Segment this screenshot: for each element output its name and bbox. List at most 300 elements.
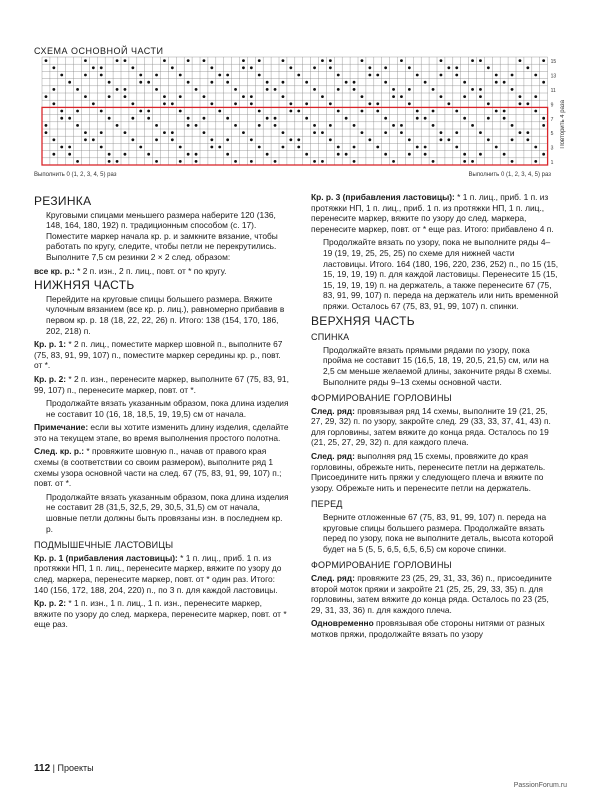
chart-purl-dot <box>519 59 522 62</box>
chart-purl-dot <box>203 131 206 134</box>
chart-purl-dot <box>511 124 514 127</box>
chart-purl-dot <box>297 110 300 113</box>
chart-purl-dot <box>250 95 253 98</box>
chart-purl-dot <box>542 81 545 84</box>
chart-purl-dot <box>455 74 458 77</box>
chart-purl-dot <box>210 146 213 149</box>
chart-purl-dot <box>345 81 348 84</box>
chart-purl-dot <box>171 138 174 141</box>
section-name: Проекты <box>57 763 94 773</box>
chart-purl-dot <box>155 138 158 141</box>
chart-purl-dot <box>179 95 182 98</box>
chart-purl-dot <box>282 131 285 134</box>
chart-purl-dot <box>384 153 387 156</box>
chart-purl-dot <box>147 81 150 84</box>
chart-purl-dot <box>242 59 245 62</box>
chart-purl-dot <box>392 88 395 91</box>
chart-purl-dot <box>345 117 348 120</box>
chart-purl-dot <box>203 95 206 98</box>
chart-purl-dot <box>289 138 292 141</box>
chart-purl-dot <box>84 59 87 62</box>
chart-purl-dot <box>84 74 87 77</box>
chart-purl-dot <box>313 88 316 91</box>
continue-text: Продолжайте вязать указанным образом, пока длина изделия не составит 10 (16, 18, 18,5, 19, 19,5) см от начала. <box>46 398 289 419</box>
chart-purl-dot <box>258 146 261 149</box>
chart-purl-dot <box>250 160 253 163</box>
neck2-label: След. ряд: <box>311 451 355 462</box>
chart-purl-dot <box>179 110 182 113</box>
chart-purl-dot <box>305 153 308 156</box>
chart-purl-dot <box>440 138 443 141</box>
chart-purl-dot <box>487 138 490 141</box>
chart-purl-dot <box>305 81 308 84</box>
chart-purl-dot <box>131 66 134 69</box>
chart-purl-dot <box>447 138 450 141</box>
chart-purl-dot <box>282 146 285 149</box>
lower-text: Перейдите на круговые спицы большего размера. Вяжите чулочным вязанием (все кр. р. лиц.), равномерно прибавив в первом кр. р. 18 (18, 22, 22, 26) п. Итого: 138 (154, 170, 186, 202, 218) п. <box>46 293 285 336</box>
chart-purl-dot <box>289 110 292 113</box>
chart-purl-dot <box>329 59 332 62</box>
row2-label: Кр. р. 2: <box>34 373 67 384</box>
chart-purl-dot <box>542 117 545 120</box>
chart-purl-dot <box>479 153 482 156</box>
chart-purl-dot <box>503 110 506 113</box>
chart-purl-dot <box>424 146 427 149</box>
page-footer <box>34 763 94 774</box>
chart-row-number: 5 <box>550 131 554 138</box>
rib-instruction: * 2 п. изн., 2 п. лиц., повт. от * по кругу. <box>74 265 227 276</box>
simultaneous-text: провязывая обе стороны нитями от разных мотков пряжи, продолжайте вязать по узору <box>311 618 545 639</box>
chart-purl-dot <box>242 131 245 134</box>
chart-purl-dot <box>408 138 411 141</box>
chart-purl-dot <box>52 66 55 69</box>
chart-purl-dot <box>479 131 482 134</box>
gusset1-label: Кр. р. 1 (прибавления ластовицы): <box>34 552 178 563</box>
chart-purl-dot <box>511 88 514 91</box>
chart-purl-dot <box>147 110 150 113</box>
chart-purl-dot <box>155 124 158 127</box>
chart-purl-dot <box>171 66 174 69</box>
chart-purl-dot <box>400 131 403 134</box>
chart-purl-dot <box>455 146 458 149</box>
heading-neck-back: ФОРМИРОВАНИЕ ГОРЛОВИНЫ <box>311 393 452 404</box>
chart-purl-dot <box>519 102 522 105</box>
chart-purl-dot <box>92 102 95 105</box>
chart-purl-dot <box>440 74 443 77</box>
chart-purl-dot <box>250 66 253 69</box>
chart-purl-dot <box>432 110 435 113</box>
chart-purl-dot <box>408 102 411 105</box>
chart-title: СХЕМА ОСНОВНОЙ ЧАСТИ <box>34 46 164 56</box>
gusset3-text: * 1 п. лиц., приб. 1 п. из протяжки НП, 1 п. лиц., приб. 1 п. из протяжки НП, 1 п. лиц., перенесите маркер, вяжите по узору до след. маркера, перенесите маркер, повт. от * еще раз. Итого: прибавлено 4 п. <box>311 192 554 234</box>
chart-purl-dot <box>282 81 285 84</box>
chart-purl-dot <box>432 124 435 127</box>
back-text: Продолжайте вязать прямыми рядами по узору, пока пройма не составит 15 (16,5, 18, 19, 20,5, 21,5) см, или на 2,5 см меньше желаемой длины, закончите ряды 8 схемы. Выполните ряды 9–13 схемы основной части. <box>323 344 552 387</box>
chart-purl-dot <box>131 102 134 105</box>
chart-purl-dot <box>329 66 332 69</box>
chart-purl-dot <box>337 146 340 149</box>
chart-purl-dot <box>313 131 316 134</box>
chart-purl-dot <box>305 102 308 105</box>
chart-purl-dot <box>60 117 63 120</box>
chart-purl-dot <box>171 102 174 105</box>
chart-purl-dot <box>345 153 348 156</box>
chart-purl-dot <box>384 131 387 134</box>
chart-purl-dot <box>368 74 371 77</box>
chart-purl-dot <box>108 117 111 120</box>
chart-purl-dot <box>447 102 450 105</box>
chart-purl-dot <box>534 146 537 149</box>
chart-purl-dot <box>163 59 166 62</box>
chart-purl-dot <box>45 59 48 62</box>
chart-purl-dot <box>487 102 490 105</box>
chart-purl-dot <box>274 88 277 91</box>
chart-purl-dot <box>353 160 356 163</box>
chart-purl-dot <box>195 160 198 163</box>
next-row-text: * провяжите шовную п., начав от правого края схемы (в соответствии со своим размером), выполните ряд 1 схемы узора основной части на след. 67 (75, 83, 91, 99, 107) п.; повт. от *. <box>34 446 282 489</box>
chart-purl-dot <box>195 153 198 156</box>
chart-purl-dot <box>242 66 245 69</box>
chart-purl-dot <box>361 110 364 113</box>
chart-purl-dot <box>234 88 237 91</box>
chart-purl-dot <box>76 160 79 163</box>
chart-purl-dot <box>297 138 300 141</box>
chart-purl-dot <box>124 88 127 91</box>
chart-purl-dot <box>45 95 48 98</box>
gusset1-text: * 1 п. лиц., приб. 1 п. из протяжки НП, 1 п. лиц., перенесите маркер, вяжите по узору до след. маркера, перенесите маркер, повт. от * один раз. Итого: 140 (156, 172, 188, 204, 220) п., по 3 п. для каждой ластовицы. <box>34 552 282 595</box>
chart-purl-dot <box>400 95 403 98</box>
chart-purl-dot <box>163 131 166 134</box>
chart-purl-dot <box>52 102 55 105</box>
chart-purl-dot <box>84 138 87 141</box>
chart-purl-dot <box>282 59 285 62</box>
chart-purl-dot <box>179 160 182 163</box>
chart-purl-dot <box>361 131 364 134</box>
note-label: Примечание: <box>34 422 89 433</box>
chart-purl-dot <box>337 74 340 77</box>
chart-purl-dot <box>187 153 190 156</box>
chart-purl-dot <box>471 88 474 91</box>
chart-purl-dot <box>361 59 364 62</box>
chart-purl-dot <box>447 66 450 69</box>
chart-purl-dot <box>266 88 269 91</box>
chart-purl-dot <box>124 95 127 98</box>
chart-purl-dot <box>234 124 237 127</box>
row2-text: * 2 п. изн., перенесите маркер, выполните 67 (75, 83, 91, 99, 107) п., перенесите маркер, повт. от *. <box>34 373 289 395</box>
chart-purl-dot <box>384 117 387 120</box>
chart-purl-dot <box>68 117 71 120</box>
heading-upper: ВЕРХНЯЯ ЧАСТЬ <box>311 313 415 328</box>
chart-purl-dot <box>108 95 111 98</box>
chart-purl-dot <box>416 146 419 149</box>
chart-purl-dot <box>289 102 292 105</box>
simultaneous-label: Одновременно <box>311 618 374 629</box>
chart-purl-dot <box>45 131 48 134</box>
chart-purl-dot <box>76 124 79 127</box>
continue-text-2: Продолжайте вязать указанным образом, пока длина изделия не составит 28 (31,5, 32,5, 29, 30,5, 31,5) см от начала, шовные петли должны быть провязаны изн. в последнем кр. р. <box>46 491 289 534</box>
chart-purl-dot <box>60 146 63 149</box>
chart-purl-dot <box>60 74 63 77</box>
heading-rib: РЕЗИНКА <box>34 194 92 208</box>
chart-purl-dot <box>432 88 435 91</box>
chart-purl-dot <box>368 102 371 105</box>
chart-purl-dot <box>68 153 71 156</box>
chart-purl-dot <box>116 59 119 62</box>
rib-label: все кр. р.: <box>34 265 75 276</box>
chart-purl-dot <box>408 66 411 69</box>
note-text: если вы хотите изменить длину изделия, сделайте это на текущем этапе, во время выполнения простого полотна. <box>34 422 289 443</box>
chart-purl-dot <box>503 81 506 84</box>
chart-purl-dot <box>155 160 158 163</box>
chart-purl-dot <box>92 138 95 141</box>
chart-purl-dot <box>463 117 466 120</box>
chart-purl-dot <box>282 95 285 98</box>
chart-purl-dot <box>376 102 379 105</box>
chart-purl-dot <box>60 110 63 113</box>
chart-purl-dot <box>274 160 277 163</box>
chart-purl-dot <box>432 160 435 163</box>
chart-purl-dot <box>250 138 253 141</box>
chart-purl-dot <box>92 66 95 69</box>
chart-purl-dot <box>139 74 142 77</box>
chart-purl-dot <box>139 146 142 149</box>
chart-purl-dot <box>108 81 111 84</box>
chart-purl-dot <box>147 117 150 120</box>
chart-purl-dot <box>511 138 514 141</box>
chart-row-number: 9 <box>550 102 554 109</box>
chart-purl-dot <box>124 153 127 156</box>
chart-purl-dot <box>76 88 79 91</box>
chart-purl-dot <box>84 131 87 134</box>
chart-purl-dot <box>52 153 55 156</box>
chart-purl-dot <box>163 102 166 105</box>
chart-purl-dot <box>171 131 174 134</box>
row1-label: Кр. р. 1: <box>34 339 67 350</box>
chart-purl-dot <box>353 81 356 84</box>
chart-purl-dot <box>218 110 221 113</box>
chart-purl-dot <box>542 124 545 127</box>
chart-purl-dot <box>368 138 371 141</box>
chart-purl-dot <box>234 102 237 105</box>
chart-purl-dot <box>376 74 379 77</box>
chart-purl-dot <box>297 146 300 149</box>
chart-purl-dot <box>258 110 261 113</box>
chart-purl-dot <box>471 59 474 62</box>
chart-purl-dot <box>534 74 537 77</box>
heading-lower: НИЖНЯЯ ЧАСТЬ <box>34 278 135 293</box>
chart-purl-dot <box>519 131 522 134</box>
chart-purl-dot <box>534 160 537 163</box>
gusset2-text: * 1 п. изн., 1 п. лиц., 1 п. изн., перенесите маркер, вяжите по узору до след. маркера, перенесите маркер, повт. от * еще раз. <box>34 598 287 630</box>
chart-purl-dot <box>353 88 356 91</box>
chart-row-number: 3 <box>550 145 554 152</box>
chart-purl-dot <box>84 95 87 98</box>
chart-purl-dot <box>226 81 229 84</box>
chart-row-number: 15 <box>550 59 557 66</box>
chart-purl-dot <box>440 95 443 98</box>
chart-purl-dot <box>52 138 55 141</box>
chart-purl-dot <box>203 59 206 62</box>
chart-purl-dot <box>471 124 474 127</box>
chart-purl-dot <box>534 95 537 98</box>
chart-purl-dot <box>424 153 427 156</box>
neck3-text: провяжите 23 (25, 29, 31, 33, 36) п., присоедините второй моток пряжи и закройте 21 (25, 25, 29, 33, 35) п. для горловины, затем вяжите до конца ряда. Осталось по 23 (25, 29, 31, 33, 36) п. для каждого плеча. <box>311 573 552 615</box>
chart-purl-dot <box>519 95 522 98</box>
chart-purl-dot <box>526 138 529 141</box>
left-column <box>34 192 290 633</box>
gusset-continue-text: Продолжайте вязать по узору, пока не выполните ряды 4–19 (19, 19, 25, 25, 25) по схеме для нижней части ластовицы. Итого. 164 (180, 196, 220, 236, 252) п., по 15 (15, 15, 19, 19, 19) п. для каждой ластовицы. Перенесите 15 (15, 15, 19, 19, 19) п. на держатель, а также перенесите 67 (75, 83, 91, 99, 107) п. переда на держатель или нить временной пряжи. Осталось 67 (75, 83, 91, 99, 107) п. спинки. <box>323 237 559 311</box>
chart-purl-dot <box>440 131 443 134</box>
chart-purl-dot <box>45 124 48 127</box>
chart-purl-dot <box>526 102 529 105</box>
chart-purl-dot <box>108 160 111 163</box>
chart-purl-dot <box>416 110 419 113</box>
chart-purl-dot <box>353 146 356 149</box>
chart-purl-dot <box>116 160 119 163</box>
chart-purl-dot <box>542 153 545 156</box>
front-text: Верните отложенные 67 (75, 83, 91, 99, 107) п. переда на круговые спицы большего размера. Продолжайте вязать перед по узору, пока не выполните деталь, высота которой будет на 5 (5, 5, 6,5, 6,5, 6,5) см короче спинки. <box>323 512 554 554</box>
chart-purl-dot <box>408 153 411 156</box>
chart-purl-dot <box>76 110 79 113</box>
chart-purl-dot <box>187 59 190 62</box>
chart-purl-dot <box>455 110 458 113</box>
chart-purl-dot <box>376 110 379 113</box>
site-watermark: PassionForum.ru <box>513 782 567 789</box>
chart-purl-dot <box>258 59 261 62</box>
chart-purl-dot <box>329 102 332 105</box>
chart-purl-dot <box>416 74 419 77</box>
chart-purl-dot <box>463 81 466 84</box>
chart-purl-dot <box>226 74 229 77</box>
chart-purl-dot <box>250 102 253 105</box>
chart-purl-dot <box>455 66 458 69</box>
chart-purl-dot <box>195 88 198 91</box>
chart-purl-dot <box>274 117 277 120</box>
heading-front: ПЕРЕД <box>311 499 343 510</box>
chart-row-number: 1 <box>550 160 554 166</box>
chart-purl-dot <box>463 153 466 156</box>
chart-purl-dot <box>266 153 269 156</box>
chart-purl-dot <box>258 74 261 77</box>
chart-purl-dot <box>526 131 529 134</box>
chart-purl-dot <box>408 88 411 91</box>
chart-purl-dot <box>329 138 332 141</box>
chart-purl-dot <box>353 124 356 127</box>
chart-purl-dot <box>337 153 340 156</box>
chart-purl-dot <box>424 81 427 84</box>
chart-purl-dot <box>131 117 134 120</box>
chart-purl-dot <box>337 88 340 91</box>
chart-purl-dot <box>187 81 190 84</box>
chart-purl-dot <box>210 66 213 69</box>
chart-caption-right: Выполнить 0 (1, 2, 3, 4, 5) раз <box>468 172 551 178</box>
chart-purl-dot <box>226 153 229 156</box>
chart-purl-dot <box>210 138 213 141</box>
chart-purl-dot <box>416 117 419 120</box>
chart-purl-dot <box>68 146 71 149</box>
chart-purl-dot <box>487 117 490 120</box>
chart-purl-dot <box>52 88 55 91</box>
chart-purl-dot <box>179 74 182 77</box>
chart-purl-dot <box>361 95 364 98</box>
chart-purl-dot <box>266 81 269 84</box>
chart-purl-dot <box>163 95 166 98</box>
chart-purl-dot <box>392 124 395 127</box>
chart-purl-dot <box>495 81 498 84</box>
chart-purl-dot <box>526 66 529 69</box>
heading-gusset: ПОДМЫШЕЧНЫЕ ЛАСТОВИЦЫ <box>34 540 174 551</box>
knitting-chart <box>40 56 557 166</box>
chart-caption-left: Выполнить 0 (1, 2, 3, 4, 5) раз <box>34 172 117 178</box>
chart-purl-dot <box>187 124 190 127</box>
chart-purl-dot <box>266 117 269 120</box>
chart-purl-dot <box>463 160 466 163</box>
chart-purl-dot <box>242 95 245 98</box>
chart-purl-dot <box>274 124 277 127</box>
chart-purl-dot <box>313 66 316 69</box>
chart-purl-dot <box>116 88 119 91</box>
chart-purl-dot <box>68 81 71 84</box>
chart-row-number: 13 <box>550 73 557 80</box>
chart-purl-dot <box>155 88 158 91</box>
chart-purl-dot <box>313 124 316 127</box>
next-row-label: След. кр. р.: <box>34 446 85 457</box>
chart-purl-dot <box>210 81 213 84</box>
chart-purl-dot <box>321 59 324 62</box>
chart-purl-dot <box>479 88 482 91</box>
chart-purl-dot <box>100 146 103 149</box>
chart-purl-dot <box>479 59 482 62</box>
chart-purl-dot <box>384 81 387 84</box>
chart-purl-dot <box>479 95 482 98</box>
chart-purl-dot <box>108 153 111 156</box>
chart-purl-dot <box>187 117 190 120</box>
chart-purl-dot <box>440 59 443 62</box>
chart-purl-dot <box>218 74 221 77</box>
chart-purl-dot <box>400 59 403 62</box>
row1-text: * 2 п. лиц., поместите маркер шовной п., выполните 67 (75, 83, 91, 99, 107) п., поместите маркер середины кр. р., повт. от *. <box>34 339 283 371</box>
page-number: 112 <box>34 763 51 774</box>
chart-purl-dot <box>503 153 506 156</box>
chart-purl-dot <box>495 110 498 113</box>
chart-purl-dot <box>471 160 474 163</box>
chart-purl-dot <box>534 110 537 113</box>
chart-purl-dot <box>155 74 158 77</box>
chart-purl-dot <box>337 110 340 113</box>
rib-text: Круговыми спицами меньшего размера наберите 120 (136, 148, 164, 180, 192) п. традиционным способом (с. 17). Поместите маркер начала кр. р. и замкните вязание, чтобы работать по кругу, следите, чтобы петли не перекрутились. Выполните 7,5 см резинки 2 × 2 след. образом: <box>46 209 278 262</box>
chart-purl-dot <box>195 124 198 127</box>
chart-purl-dot <box>424 117 427 120</box>
chart-purl-dot <box>218 146 221 149</box>
chart-purl-dot <box>100 66 103 69</box>
chart-purl-dot <box>139 81 142 84</box>
chart-purl-dot <box>463 95 466 98</box>
chart-purl-dot <box>297 74 300 77</box>
chart-purl-dot <box>400 124 403 127</box>
chart-purl-dot <box>384 66 387 69</box>
chart-purl-dot <box>368 66 371 69</box>
chart-purl-dot <box>455 131 458 134</box>
chart-purl-dot <box>503 117 506 120</box>
chart-purl-dot <box>234 160 237 163</box>
chart-purl-dot <box>226 117 229 120</box>
gusset3-label: Кр. р. 3 (прибавления ластовицы): <box>311 192 455 202</box>
heading-neck-front: ФОРМИРОВАНИЕ ГОРЛОВИНЫ <box>311 560 452 571</box>
chart-purl-dot <box>116 124 119 127</box>
knitting-chart-grid <box>40 56 557 166</box>
chart-purl-dot <box>179 146 182 149</box>
chart-purl-dot <box>124 131 127 134</box>
